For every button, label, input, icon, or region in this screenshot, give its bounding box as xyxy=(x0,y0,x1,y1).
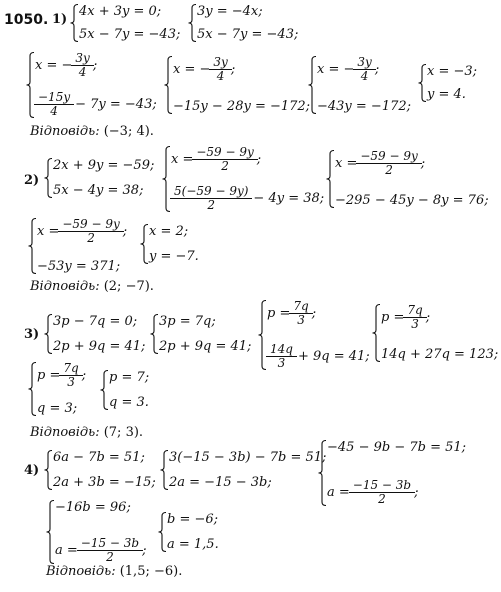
brace-icon xyxy=(150,314,159,354)
brace-icon xyxy=(326,150,335,208)
brace-icon xyxy=(160,450,169,490)
system-1-3: x = − $\frac{3y}{4}$ ; $\frac{-15y}{4}$ − 7y = −43; xyxy=(26,52,157,118)
system-2-3: x = $\frac{-59 - 9y}{2}$ ; −295 − 45y − 8y = 76; xyxy=(326,150,489,208)
system-2-5: x = 2; y = −7. xyxy=(140,224,199,264)
brace-icon xyxy=(44,158,53,198)
system-4-4: −16b = 96; a = $\frac{-15 - 3b}{2}$ ; xyxy=(46,500,147,564)
system-4-2: 3(−15 − 3b) − 7b = 51; 2a = −15 − 3b; xyxy=(160,450,326,490)
brace-icon xyxy=(188,4,197,42)
brace-icon xyxy=(28,362,37,416)
system-4-1: 6a − 7b = 51; 2a + 3b = −15; xyxy=(44,450,156,490)
system-3-1: 3p − 7q = 0; 2p + 9q = 41; xyxy=(44,314,145,354)
part-1-label: 1) xyxy=(52,12,68,27)
brace-icon xyxy=(44,450,53,490)
answer-4: Відповідь: (1,5; −6). xyxy=(46,564,183,579)
brace-icon xyxy=(44,314,53,354)
answer-1: Відповідь: (−3; 4). xyxy=(30,124,154,139)
system-3-5: p = $\frac{7q}{3}$ ; q = 3; xyxy=(28,362,86,416)
system-1-4: x = − $\frac{3y}{4}$ ; −15y − 28y = −172; xyxy=(164,56,310,114)
brace-icon xyxy=(140,224,149,264)
brace-icon xyxy=(100,370,109,410)
answer-2: Відповідь: (2; −7). xyxy=(30,279,154,294)
system-3-2: 3p = 7q; 2p + 9q = 41; xyxy=(150,314,251,354)
system-2-1: 2x + 9y = −59; 5x − 4y = 38; xyxy=(44,158,154,198)
system-2-2: x = $\frac{-59 - 9y}{2}$ ; $\frac{5(-59 - 9y)}{2}$ − 4y = 38; xyxy=(162,146,324,212)
part-4-label: 4) xyxy=(24,463,40,478)
answer-3: Відповідь: (7; 3). xyxy=(30,425,144,440)
brace-icon xyxy=(318,440,327,506)
system-4-3: −45 − 9b − 7b = 51; a = $\frac{-15 - 3b}{2}$ ; xyxy=(318,440,466,506)
system-3-4: p = $\frac{7q}{3}$ ; 14q + 27q = 123; xyxy=(372,304,498,362)
brace-icon xyxy=(28,218,37,274)
brace-icon xyxy=(158,512,167,552)
system-2-4: x = $\frac{-59 - 9y}{2}$ ; −53y = 371; xyxy=(28,218,127,274)
brace-icon xyxy=(372,304,381,362)
part-2-label: 2) xyxy=(24,173,40,188)
system-3-3: p = $\frac{7q}{3}$ ; $\frac{14q}{3}$ + 9q = 41; xyxy=(258,300,370,370)
problem-number: 1050. xyxy=(4,12,49,28)
system-1-2: 3y = −4x; 5x − 7y = −43; xyxy=(188,4,298,42)
brace-icon xyxy=(418,64,427,102)
part-3-label: 3) xyxy=(24,327,40,342)
brace-icon xyxy=(46,500,55,564)
brace-icon xyxy=(164,56,173,114)
system-3-6: p = 7; q = 3. xyxy=(100,370,149,410)
brace-icon xyxy=(308,56,317,114)
system-1-6: x = −3; y = 4. xyxy=(418,64,477,102)
system-1-1: 4x + 3y = 0; 5x − 7y = −43; xyxy=(70,4,180,42)
brace-icon xyxy=(70,4,79,42)
system-1-5: x = − $\frac{3y}{4}$ ; −43y = −172; xyxy=(308,56,411,114)
system-4-5: b = −6; a = 1,5. xyxy=(158,512,219,552)
